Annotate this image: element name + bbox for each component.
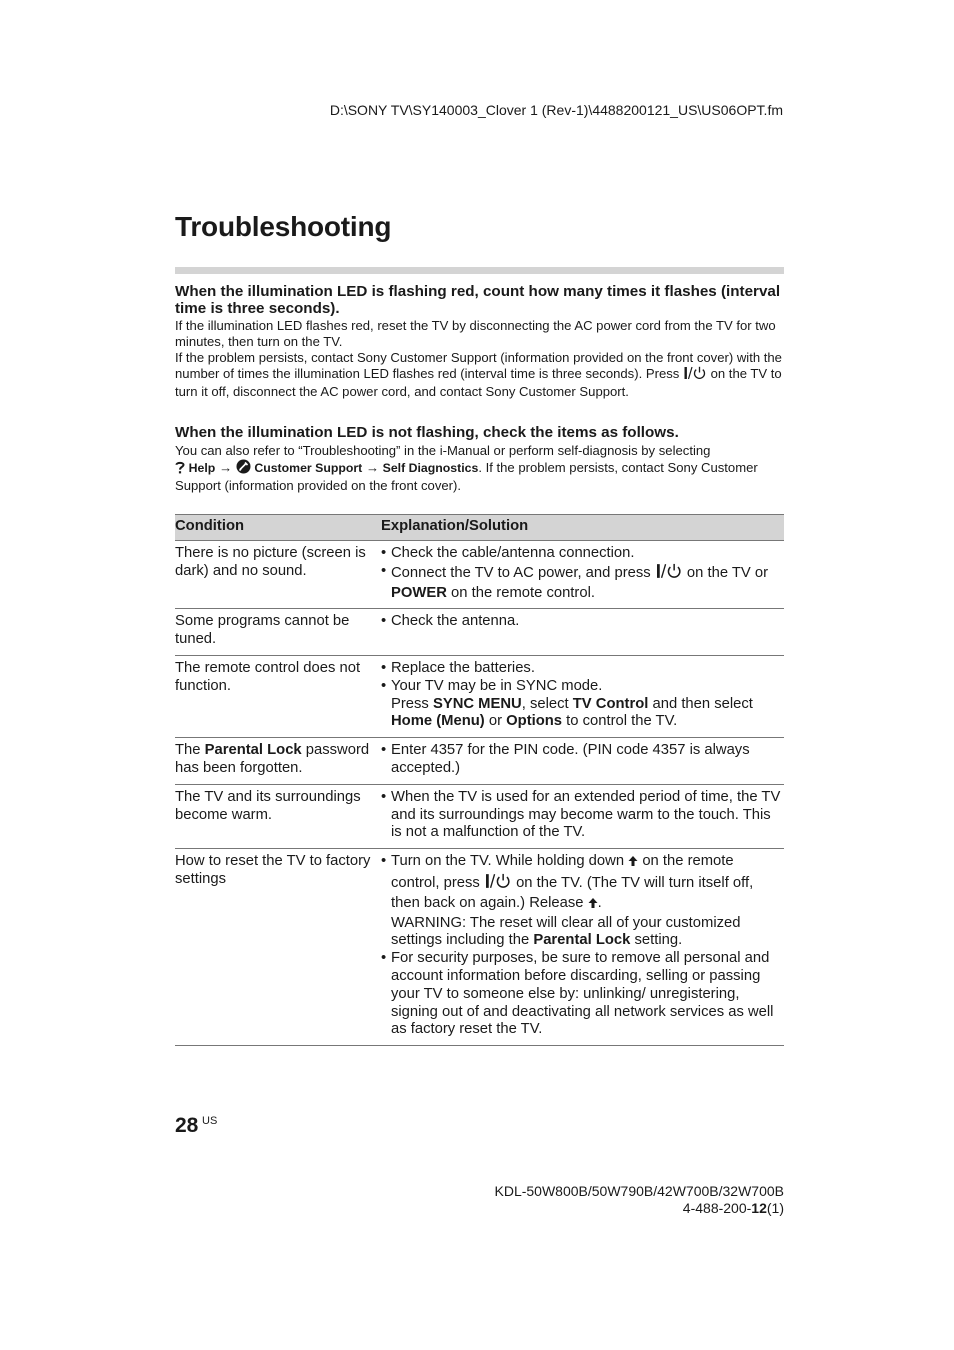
power-icon bbox=[655, 563, 683, 585]
table-header-row bbox=[175, 515, 784, 541]
part-suffix: (1) bbox=[766, 1200, 784, 1216]
menu-item-help: Help bbox=[188, 461, 216, 475]
parental-lock-label: Parental Lock bbox=[533, 932, 631, 949]
solution-text: Your TV may be in SYNC mode. bbox=[391, 677, 603, 694]
solution-bullet: • Enter 4357 for the PIN code. (PIN code 4357 is always accepted.) bbox=[381, 742, 784, 778]
table-row bbox=[175, 738, 784, 785]
solution-text: or bbox=[488, 713, 503, 730]
solution-text: on the remote control. bbox=[451, 584, 595, 601]
solution-bullet: • When the TV is used for an extended period of time, the TV and its surroundings may become warm to the touch. This is not a malfunction of the TV. bbox=[381, 789, 784, 842]
condition-cell: How to reset the TV to factory settings bbox=[175, 849, 381, 1046]
solution-text: Turn on the TV. While holding down bbox=[391, 853, 625, 870]
warning-text: setting. bbox=[634, 932, 683, 949]
solution-text: . bbox=[597, 894, 602, 911]
page-number: 28 bbox=[175, 1114, 199, 1137]
condition-cell bbox=[175, 738, 381, 785]
part-number bbox=[683, 1200, 784, 1216]
solution-text: on the remote control, press bbox=[391, 853, 734, 891]
solution-bullet bbox=[381, 678, 784, 731]
table-row bbox=[175, 655, 784, 737]
home-menu-label: Home (Menu) bbox=[391, 713, 485, 730]
warning-text: WARNING: The reset will clear all of your customized settings including the bbox=[391, 914, 741, 949]
section-heading-not-flashing: When the illumination LED is not flashing, check the items as follows. bbox=[175, 424, 679, 441]
troubleshooting-table bbox=[175, 514, 784, 1046]
paragraph: If the illumination LED flashes red, reset the TV by disconnecting the AC power cord from the TV for two minutes, then turn on the TV. bbox=[175, 318, 776, 349]
menu-item-self-diagnostics: Self Diagnostics bbox=[382, 461, 479, 475]
page-title: Troubleshooting bbox=[175, 211, 392, 242]
condition-cell: There is no picture (screen is dark) and no sound. bbox=[175, 541, 381, 609]
right-arrow-icon: → bbox=[365, 460, 379, 475]
part-revision: 12 bbox=[751, 1200, 767, 1216]
paragraph: . If the problem persists, contact Sony Customer Support (information provided on the front cover). bbox=[175, 460, 758, 493]
solution-text: and then select bbox=[652, 695, 753, 712]
right-arrow-icon: → bbox=[218, 460, 233, 475]
table-row bbox=[175, 541, 784, 609]
solution-cell bbox=[381, 738, 784, 785]
up-arrow-icon bbox=[588, 897, 598, 915]
solution-text: Connect the TV to AC power, and press bbox=[391, 564, 651, 581]
up-arrow-icon bbox=[628, 855, 638, 873]
solution-text: to control the TV. bbox=[566, 713, 678, 730]
file-path: D:\SONY TV\SY140003_Clover 1 (Rev-1)\4488200121_US\US06OPT.fm bbox=[329, 102, 783, 118]
section-heading-flashing: When the illumination LED is flashing red, count how many times it flashes (interval time is three seconds). bbox=[175, 283, 781, 317]
solution-bullet bbox=[381, 563, 784, 603]
solution-cell bbox=[381, 541, 784, 609]
column-header-condition: Condition bbox=[175, 515, 381, 541]
table-row bbox=[175, 849, 784, 1046]
solution-text: on the TV or bbox=[686, 564, 769, 581]
solution-cell bbox=[381, 609, 784, 656]
paragraph: on the TV to turn it off, disconnect the AC power cord, and contact Sony Customer Support. bbox=[175, 366, 782, 399]
title-rule bbox=[175, 267, 784, 274]
solution-text: on the TV. (The TV will turn itself off, then back on again.) Release bbox=[391, 874, 754, 911]
power-button-label: POWER bbox=[391, 584, 447, 601]
power-icon bbox=[484, 873, 512, 895]
table-row bbox=[175, 784, 784, 848]
solution-text: , select bbox=[521, 695, 569, 712]
column-header-solution: Explanation/Solution bbox=[381, 515, 784, 541]
section-body-flashing bbox=[175, 318, 787, 400]
solution-bullet: • Replace the batteries. bbox=[381, 660, 784, 678]
menu-item-customer-support: Customer Support bbox=[254, 461, 363, 475]
power-icon bbox=[683, 366, 707, 384]
solution-bullet: • Check the cable/antenna connection. bbox=[381, 545, 784, 563]
tv-control-label: TV Control bbox=[572, 695, 649, 712]
solution-bullet: • For security purposes, be sure to remove all personal and account information before discarding, selling or passing your TV to someone else by: unlinking/ unregistering, signing out of and deactivating all network services as well as factory reset the TV. bbox=[381, 950, 784, 1039]
options-label: Options bbox=[506, 713, 563, 730]
parental-lock-label: Parental Lock bbox=[204, 742, 302, 759]
customer-support-icon bbox=[236, 459, 251, 478]
condition-cell: Some programs cannot be tuned. bbox=[175, 609, 381, 656]
solution-bullet bbox=[381, 853, 784, 950]
page-region: US bbox=[202, 1115, 218, 1127]
model-numbers: KDL-50W800B/50W790B/42W700B/32W700B bbox=[494, 1183, 784, 1199]
help-icon bbox=[175, 461, 185, 478]
solution-cell bbox=[381, 784, 784, 848]
condition-cell: The TV and its surroundings become warm. bbox=[175, 784, 381, 848]
sync-menu-label: SYNC MENU bbox=[432, 695, 522, 712]
paragraph: You can also refer to “Troubleshooting” in the i-Manual or perform self-diagnosis by selecting bbox=[175, 443, 711, 458]
part-prefix: 4-488-200- bbox=[682, 1200, 752, 1216]
solution-cell bbox=[381, 655, 784, 737]
solution-text: Press bbox=[391, 695, 429, 712]
section-body-not-flashing bbox=[175, 443, 787, 494]
condition-text: password has been forgotten. bbox=[175, 742, 370, 776]
solution-bullet: • Check the antenna. bbox=[381, 613, 784, 631]
condition-text: The bbox=[175, 742, 201, 759]
table-row bbox=[175, 609, 784, 656]
paragraph: If the problem persists, contact Sony Customer Support (information provided on the front cover) with the number of times the illumination LED flashes red (interval time is three seconds). Press bbox=[175, 350, 782, 381]
solution-cell bbox=[381, 849, 784, 1046]
condition-cell: The remote control does not function. bbox=[175, 655, 381, 737]
